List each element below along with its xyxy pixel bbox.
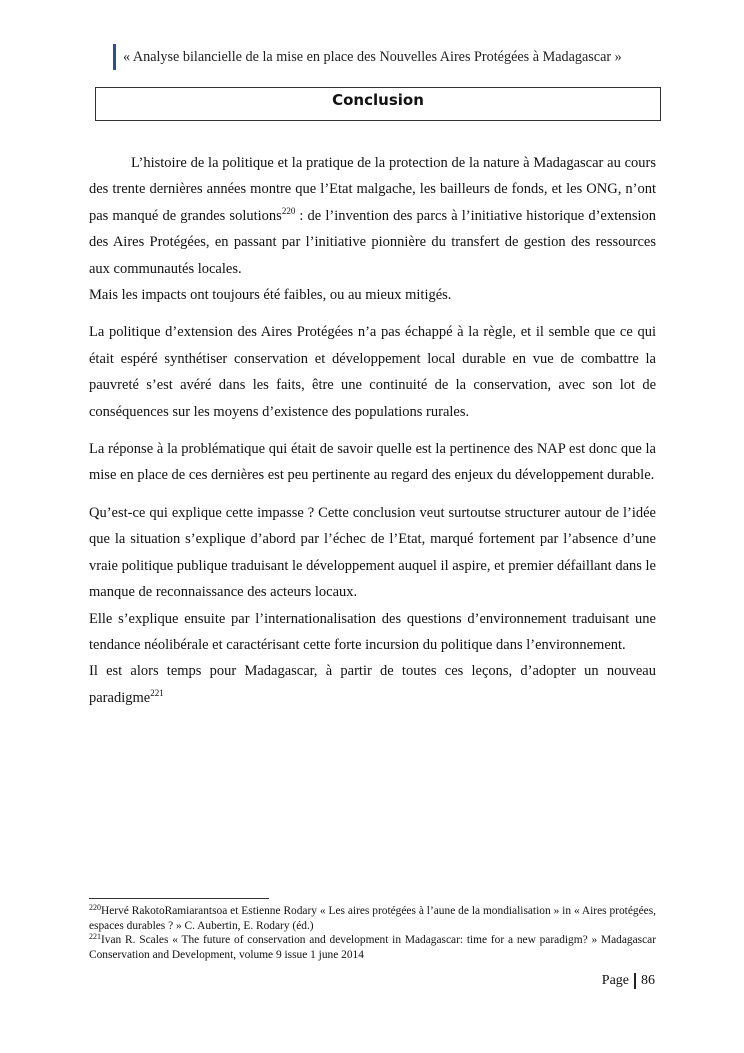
- running-header: [113, 44, 622, 70]
- paragraph-1-text-cont: : de l’invention des parcs à l’initiative historique d’extension des Aires Protégées, en passant par l’initiative pionnière du transfert de gestion des ressources aux communautés locales.: [89, 207, 656, 277]
- footnote-separator: [89, 898, 269, 899]
- header-title: « Analyse bilancielle de la mise en place des Nouvelles Aires Protégées à Madagascar »: [123, 48, 622, 65]
- footnote-text: Ivan R. Scales « The future of conservation and development in Madagascar: time for a new paradigm? » Madagascar Conservation and Development, volume 9 issue 1 june 2014: [89, 934, 656, 961]
- section-title-box: [95, 87, 661, 121]
- paragraph-3: La politique d’extension des Aires Protégées n’a pas échappé à la règle, et il semble que ce qui était espéré synthétiser conservation et développement local durable en vue de combattre la pauvreté s’est avéré dans les faits, être une continuité de la conservation, avec son lot de conséquences sur les moyens d’existence des populations rurales.: [89, 324, 656, 420]
- paragraph-5: Qu’est-ce qui explique cette impasse ? Cette conclusion veut surtoutse structurer autour de l’idée que la situation s’explique d’abord par l’échec de l’Etat, marqué fortement par l’absence d’une vraie politique publique traduisant le développement auquel il aspire, et premier défaillant dans le manque de reconnaissance des acteurs locaux.: [89, 504, 656, 601]
- page-footer: [602, 973, 655, 989]
- footnote-item: [89, 904, 656, 933]
- header-accent-bar: [113, 44, 116, 70]
- page-number: 86: [641, 973, 655, 988]
- section-title: Conclusion: [332, 91, 424, 109]
- paragraph-7: [89, 658, 656, 711]
- paragraph-1: [89, 150, 656, 282]
- paragraph-4: La réponse à la problématique qui était de savoir quelle est la pertinence des NAP est donc que la mise en place de ces dernières est peu pertinente au regard des enjeux du développement durable.: [89, 441, 656, 484]
- footnote-number: 220: [89, 903, 101, 912]
- paragraph-6: Elle s’explique ensuite par l’internationalisation des questions d’environnement traduisant une tendance néolibérale et caractérisant cette forte incursion du politique dans l’environnement.: [89, 610, 656, 653]
- footnote-ref-221[interactable]: 221: [150, 687, 164, 698]
- paragraph-2: Mais les impacts ont toujours été faibles, ou au mieux mitigés.: [89, 287, 452, 304]
- page-separator: [634, 973, 636, 989]
- footnote-item: [89, 933, 656, 962]
- footnotes: [89, 904, 656, 962]
- footnote-ref-220[interactable]: 220: [281, 205, 296, 216]
- footnote-number: 221: [89, 932, 101, 942]
- page-label: Page: [601, 973, 629, 988]
- body-text: [89, 150, 656, 711]
- footnote-text: Hervé RakotoRamiarantsoa et Estienne Rodary « Les aires protégées à l’aune de la mondialisation » in « Aires protégées, espaces durables ? » C. Aubertin, E. Rodary (éd.): [89, 905, 656, 932]
- paragraph-1-text: L’histoire de la politique et la pratique de la protection de la nature à Madagascar au cours des trente dernières années montre que l’Etat malgache, les bailleurs de fonds, et les ONG, n’ont pas manqué de grandes solutions: [89, 155, 656, 224]
- paragraph-7-text: Il est alors temps pour Madagascar, à partir de toutes ces leçons, d’adopter un nouveau paradigme: [89, 663, 656, 706]
